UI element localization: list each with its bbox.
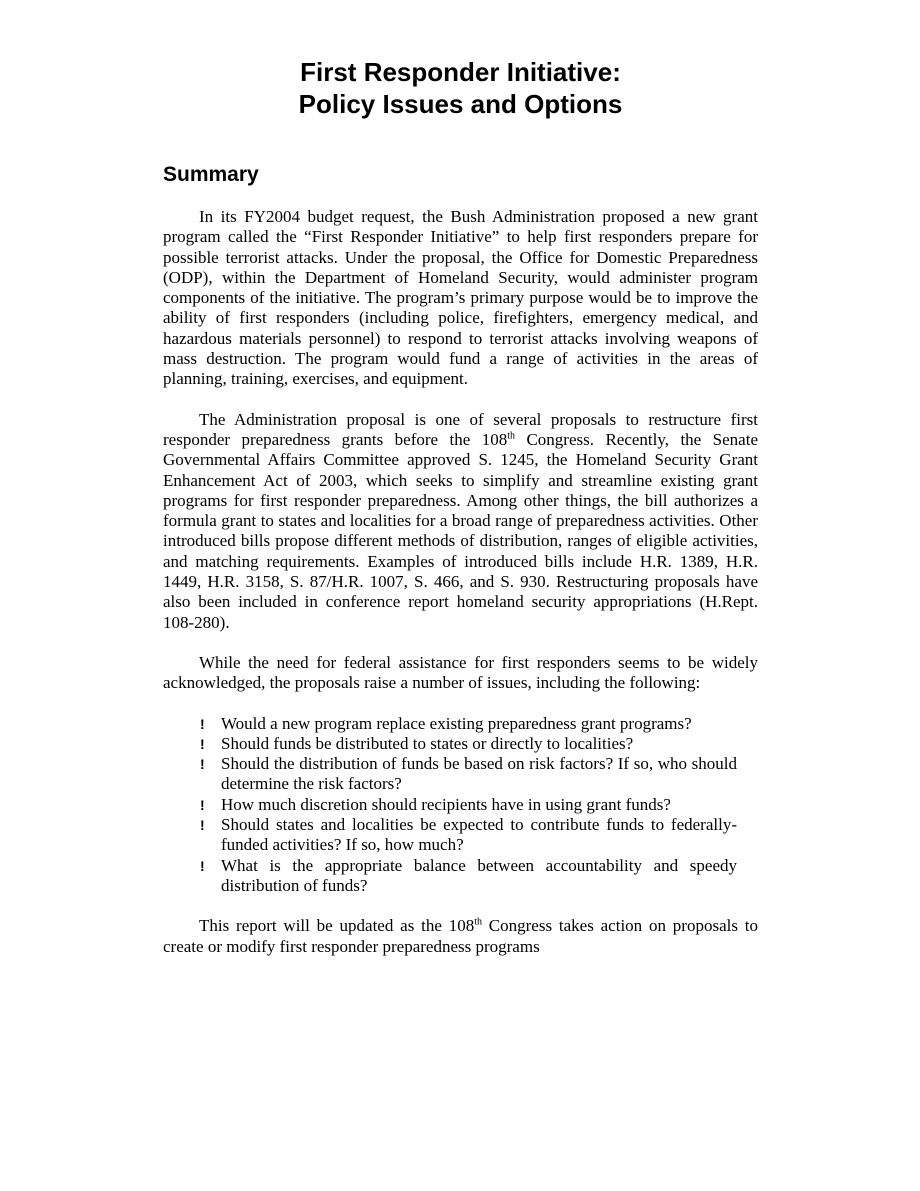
summary-heading: Summary	[163, 163, 259, 186]
paragraph-2-text-start: The Administration proposal is one of several proposals to restructure first responder preparedness grants before the 108	[163, 409, 758, 449]
list-item-text: How much discretion should recipients have in using grant funds?	[221, 794, 671, 814]
paragraph-2-text-end: Congress. Recently, the Senate Governmental Affairs Committee approved S. 1245, the Homeland Security Grant Enhancement Act of 2003, which seeks to simplify and streamline existing grant programs for first responder preparedness. Among other things, the bill authorizes a formula grant to states and localities for a broad range of preparedness activities. Other introduced bills propose different methods of distribution, ranges of eligible activities, and matching requirements. Examples of introduced bills include H.R. 1389, H.R. 1449, H.R. 3158, S. 87/H.R. 1007, S. 466, and S. 930. Restructuring proposals have also been included in conference report homeland security appropriations (H.Rept. 108-280).	[163, 429, 758, 632]
list-item	[200, 754, 737, 795]
list-item	[200, 815, 737, 856]
summary-paragraph-2	[163, 410, 758, 633]
exclamation-bullet-icon: !	[200, 796, 205, 813]
list-item-text: Would a new program replace existing preparedness grant programs?	[221, 713, 692, 733]
summary-paragraph-1: In its FY2004 budget request, the Bush Administration proposed a new grant program called the “First Responder Initiative” to help first responders prepare for possible terrorist attacks. Under the proposal, the Office for Domestic Preparedness (ODP), within the Department of Homeland Security, would administer program components of the initiative. The program’s primary purpose would be to improve the ability of first responders (including police, firefighters, emergency medical, and hazardous materials personnel) to respond to terrorist attacks involving weapons of mass destruction. The program would fund a range of activities in the areas of planning, training, exercises, and equipment.	[163, 207, 758, 389]
paragraph-4-text-start: This report will be updated as the 108	[199, 916, 475, 936]
list-item	[200, 795, 737, 815]
ordinal-superscript: th	[507, 430, 516, 442]
list-item-text: What is the appropriate balance between accountability and speedy distribution of funds?	[221, 855, 737, 895]
title-line-2: Policy Issues and Options	[298, 89, 623, 119]
page-title	[163, 56, 758, 120]
list-item	[200, 734, 737, 754]
title-line-1: First Responder Initiative:	[300, 57, 621, 87]
summary-paragraph-3: While the need for federal assistance for first responders seems to be widely acknowledged, the proposals raise a number of issues, including the following:	[163, 652, 758, 693]
exclamation-bullet-icon: !	[200, 715, 205, 732]
issues-list	[200, 714, 737, 897]
list-item	[200, 714, 737, 734]
exclamation-bullet-icon: !	[200, 817, 205, 834]
summary-paragraph-4	[163, 916, 758, 957]
list-item	[200, 856, 737, 897]
paragraph-4-text-end: Congress takes action on proposals to create or modify first responder preparedness programs	[163, 916, 758, 956]
exclamation-bullet-icon: !	[200, 857, 205, 874]
list-item-text: Should funds be distributed to states or directly to localities?	[221, 733, 634, 753]
list-item-text: Should the distribution of funds be based on risk factors? If so, who should determine the risk factors?	[221, 754, 737, 794]
document-page	[163, 56, 758, 957]
list-item-text: Should states and localities be expected to contribute funds to federally-funded activities? If so, how much?	[221, 815, 737, 855]
exclamation-bullet-icon: !	[200, 756, 205, 773]
ordinal-superscript: th	[474, 916, 482, 928]
exclamation-bullet-icon: !	[200, 735, 205, 752]
